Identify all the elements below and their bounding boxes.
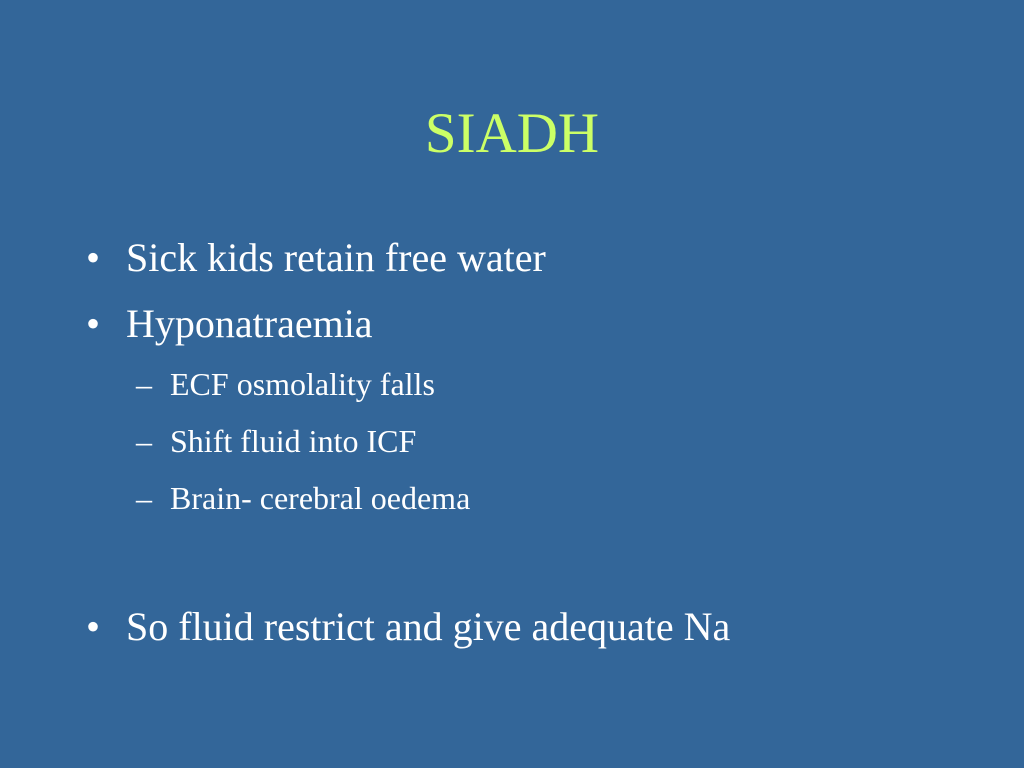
bullet-item — [86, 234, 546, 282]
slide-title: SIADH — [424, 102, 600, 165]
sub-bullet-marker: – — [136, 480, 152, 516]
bullet-text: Sick kids retain free water — [126, 235, 546, 280]
sub-bullet-text: ECF osmolality falls — [170, 366, 435, 402]
bullet-marker: • — [86, 604, 101, 649]
sub-bullet-marker: – — [136, 423, 152, 459]
bullet-item — [86, 603, 731, 651]
sub-bullet-text: Shift fluid into ICF — [170, 423, 417, 459]
bullet-text: Hyponatraemia — [126, 301, 373, 346]
sub-bullet-item — [136, 478, 471, 518]
bullet-marker: • — [86, 301, 101, 346]
bullet-item — [86, 300, 373, 348]
bullet-marker: • — [86, 235, 101, 280]
sub-bullet-item — [136, 364, 435, 404]
sub-bullet-text: Brain- cerebral oedema — [170, 480, 471, 516]
bullet-text: So fluid restrict and give adequate Na — [126, 604, 731, 649]
sub-bullet-item — [136, 421, 417, 461]
sub-bullet-marker: – — [136, 366, 152, 402]
